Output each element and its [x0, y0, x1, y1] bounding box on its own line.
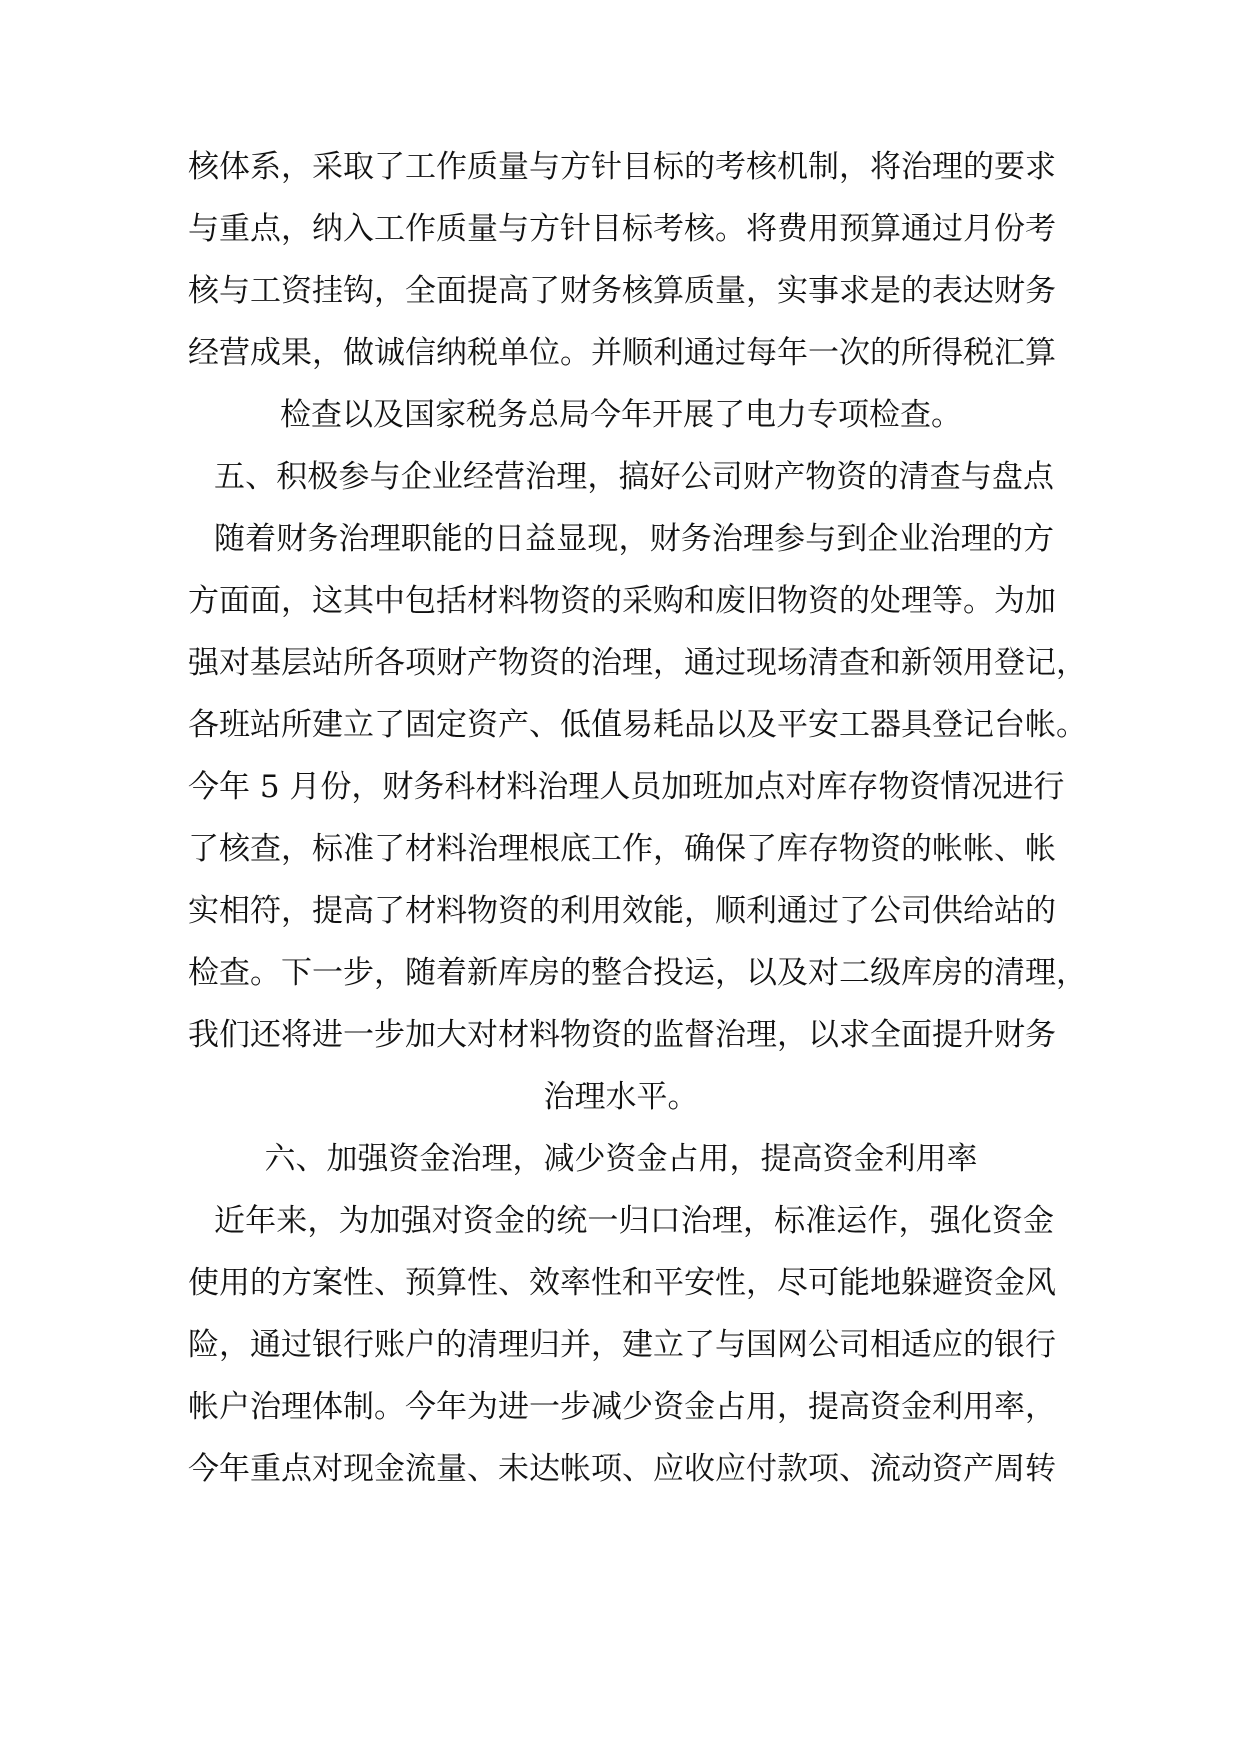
paragraph-line: 使用的方案性、预算性、效率性和平安性，尽可能地躲避资金风	[188, 1265, 1056, 1301]
paragraph-line: 方面面，这其中包括材料物资的采购和废旧物资的处理等。为加	[188, 583, 1056, 619]
paragraph-line: 治理水平。	[543, 1079, 699, 1115]
paragraph-line: 帐户治理体制。今年为进一步减少资金占用，提高资金利用率，	[188, 1389, 1056, 1425]
paragraph-line: 我们还将进一步加大对材料物资的监督治理，以求全面提升财务	[188, 1017, 1056, 1053]
paragraph-line: 经营成果，做诚信纳税单位。并顺利通过每年一次的所得税汇算	[188, 335, 1056, 371]
paragraph-line: 今年重点对现金流量、未达帐项、应收应付款项、流动资产周转	[188, 1451, 1056, 1487]
paragraph-line: 了核查，标准了材料治理根底工作，确保了库存物资的帐帐、帐	[188, 831, 1056, 867]
section-heading-five: 五、积极参与企业经营治理，搞好公司财产物资的清查与盘点	[214, 459, 1054, 495]
paragraph-line: 今年 5 月份，财务科材料治理人员加班加点对库存物资情况进行	[188, 769, 1065, 805]
paragraph-line: 检查以及国家税务总局今年开展了电力专项检查。	[280, 397, 962, 433]
paragraph-line: 与重点，纳入工作质量与方针目标考核。将费用预算通过月份考	[188, 211, 1056, 247]
paragraph-line: 核与工资挂钩，全面提高了财务核算质量，实事求是的表达财务	[188, 273, 1056, 309]
paragraph-line: 实相符，提高了材料物资的利用效能，顺利通过了公司供给站的	[188, 893, 1056, 929]
paragraph-line: 检查。下一步，随着新库房的整合投运，以及对二级库房的清理，	[188, 955, 1087, 991]
section-heading-six: 六、加强资金治理，减少资金占用，提高资金利用率	[264, 1141, 978, 1177]
paragraph-line: 各班站所建立了固定资产、低值易耗品以及平安工器具登记台帐。	[188, 707, 1087, 743]
paragraph-line: 近年来，为加强对资金的统一归口治理，标准运作，强化资金	[214, 1203, 1054, 1239]
paragraph-line: 险，通过银行账户的清理归并，建立了与国网公司相适应的银行	[188, 1327, 1056, 1363]
paragraph-line: 随着财务治理职能的日益显现，财务治理参与到企业治理的方	[214, 521, 1054, 557]
paragraph-line: 核体系，采取了工作质量与方针目标的考核机制，将治理的要求	[188, 149, 1056, 185]
paragraph-line: 强对基层站所各项财产物资的治理，通过现场清查和新领用登记，	[188, 645, 1087, 681]
